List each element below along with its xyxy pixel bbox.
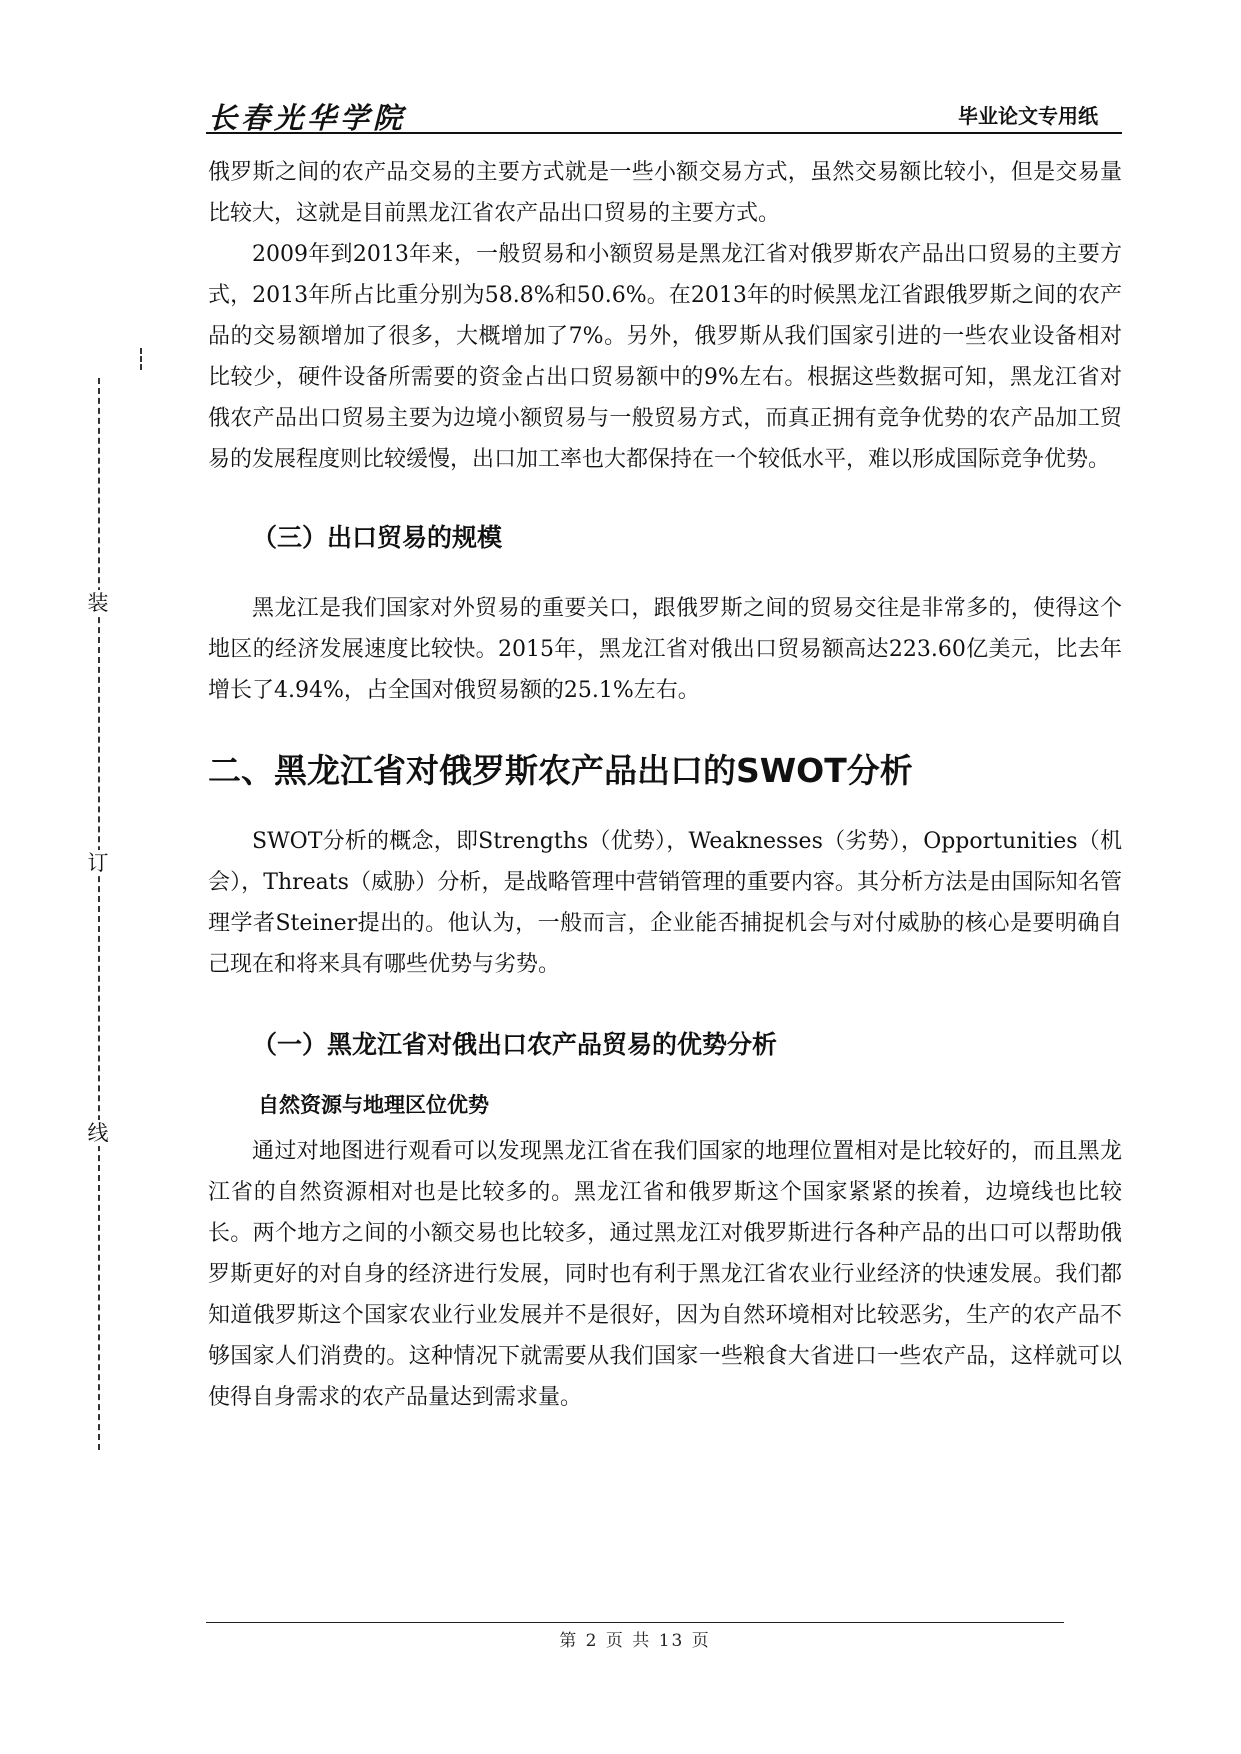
heading-export-scale: （三）出口贸易的规模 [252,523,503,552]
paragraph-continued: 俄罗斯之间的农产品交易的主要方式就是一些小额交易方式，虽然交易额比较小，但是交易量比较大，这就是目前黑龙江省农产品出口贸易的主要方式。 [208,160,1122,226]
heading-swot: 二、黑龙江省对俄罗斯农产品出口的SWOT分析 [208,751,913,790]
paragraph-export-scale: 黑龙江是我们国家对外贸易的重要关口，跟俄罗斯之间的贸易交往是非常多的，使得这个地区的经济发展速度比较快。2015年，黑龙江省对俄出口贸易额高达223.60亿美元，比去年增长了4.94%，占全国对俄贸易额的25.1%左右。 [208,596,1122,703]
paragraph-trade-methods: 2009年到2013年来，一般贸易和小额贸易是黑龙江省对俄罗斯农产品出口贸易的主要方式，2013年所占比重分别为58.8%和50.6%。在2013年的时候黑龙江省跟俄罗斯之间的农产品的交易额增加了很多，大概增加了7%。另外，俄罗斯从我们国家引进的一些农业设备相对比较少，硬件设备所需要的资金占出口贸易额中的9%左右。根据这些数据可知，黑龙江省对俄农产品出口贸易主要为边境小额贸易与一般贸易方式，而真正拥有竞争优势的农产品加工贸易的发展程度则比较缓慢，出口加工率也大都保持在一个较低水平，难以形成国际竞争优势。 [208,242,1122,472]
header-rule [206,132,1122,134]
page-number: 第 2 页 共 13 页 [559,1631,711,1651]
heading-advantage-analysis: （一）黑龙江省对俄出口农产品贸易的优势分析 [252,1030,778,1059]
binding-dashed-line [98,378,100,1450]
binding-char-ding: 订 [85,850,111,876]
page-content [208,152,1122,1418]
page-header [206,96,1120,136]
paragraph-natural-resources: 通过对地图进行观看可以发现黑龙江省在我们国家的地理位置相对是比较好的，而且黑龙江省的自然资源相对也是比较多的。黑龙江省和俄罗斯这个国家紧紧的挨着，边境线也比较长。两个地方之间的小额交易也比较多，通过黑龙江对俄罗斯进行各种产品的出口可以帮助俄罗斯更好的对自身的经济进行发展，同时也有利于黑龙江省农业行业经济的快速发展。我们都知道俄罗斯这个国家农业行业发展并不是很好，因为自然环境相对比较恶劣，生产的农产品不够国家人们消费的。这种情况下就需要从我们国家一些粮食大省进口一些农产品，这样就可以使得自身需求的农产品量达到需求量。 [208,1139,1122,1410]
heading-natural-resources: 自然资源与地理区位优势 [258,1093,489,1117]
binding-char-xian: 线 [85,1120,111,1146]
binding-char-zhuang: 装 [85,590,111,616]
school-name-logo: 长春光华学院 [208,101,407,135]
paper-type-label: 毕业论文专用纸 [958,104,1098,128]
paragraph-swot-concept: SWOT分析的概念，即Strengths（优势），Weaknesses（劣势），Opportunities（机会），Threats（威胁）分析，是战略管理中营销管理的重要内容。其分析方法是由国际知名管理学者Steiner提出的。他认为，一般而言，企业能否捕捉机会与对付威胁的核心是要明确自己现在和将来具有哪些优势与劣势。 [208,829,1122,977]
footer-rule [206,1622,1064,1623]
binding-tick [140,348,142,370]
